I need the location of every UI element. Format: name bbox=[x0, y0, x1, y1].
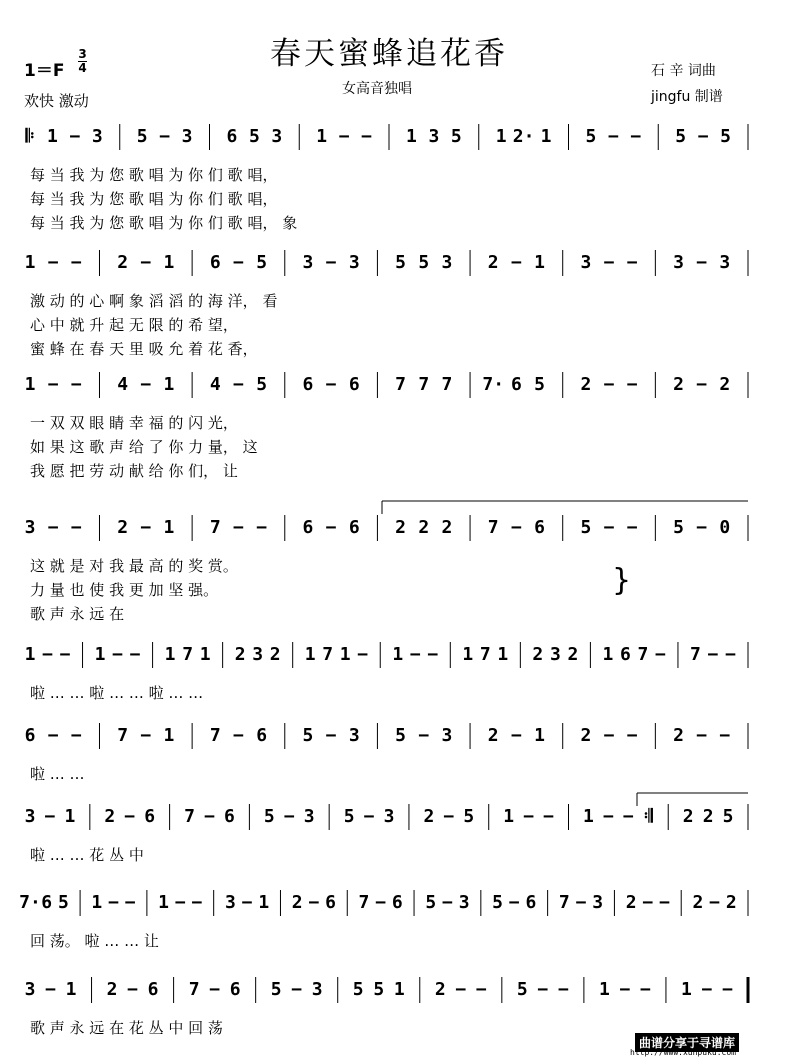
note: 6 bbox=[348, 517, 360, 538]
note: − bbox=[325, 374, 337, 395]
note: 3 bbox=[311, 979, 323, 1000]
note: − bbox=[70, 517, 82, 538]
note: 3 bbox=[348, 252, 360, 273]
note: 3 bbox=[24, 806, 36, 827]
note: 7 bbox=[637, 644, 649, 665]
note: 2 bbox=[487, 725, 499, 746]
note: 6 bbox=[534, 517, 545, 538]
lyric-line: 如 果 这 歌 声 给 了 你 力 量， 这 bbox=[30, 438, 258, 456]
note: − bbox=[129, 644, 141, 665]
note: 3 bbox=[441, 725, 453, 746]
lyric-line: 激 动 的 心 啊 象 滔 滔 的 海 洋， 看 bbox=[30, 292, 278, 310]
note: − bbox=[510, 517, 522, 538]
note: 5 bbox=[675, 126, 687, 147]
note: − bbox=[603, 374, 615, 395]
note: 5 bbox=[580, 517, 592, 538]
note: 7 bbox=[690, 644, 701, 665]
note: − bbox=[140, 725, 152, 746]
key-signature: 1＝F bbox=[24, 61, 65, 81]
note: − bbox=[308, 892, 320, 913]
note: − bbox=[642, 892, 654, 913]
lyric-line: 蜜 蜂 在 春 天 里 吸 允 着 花 香， bbox=[30, 340, 258, 358]
note: − bbox=[626, 517, 638, 538]
note: 7· bbox=[19, 892, 41, 913]
note: 2 bbox=[418, 517, 430, 538]
note: 1 bbox=[495, 126, 507, 147]
note: 1 bbox=[199, 644, 211, 665]
note: 1 bbox=[503, 806, 515, 827]
note: − bbox=[537, 979, 549, 1000]
note: − bbox=[174, 892, 186, 913]
note: 6 bbox=[348, 374, 360, 395]
note: − bbox=[191, 892, 203, 913]
note: 6 bbox=[144, 806, 156, 827]
note: 5 bbox=[270, 979, 282, 1000]
note: 5 bbox=[534, 374, 545, 395]
note: 2 bbox=[234, 644, 246, 665]
note: 1 bbox=[65, 979, 77, 1000]
note: 2 bbox=[106, 979, 118, 1000]
note: 1 bbox=[540, 126, 552, 147]
note: − bbox=[124, 806, 136, 827]
note: − bbox=[409, 644, 421, 665]
note: − bbox=[707, 644, 719, 665]
note: 2 bbox=[580, 725, 592, 746]
note: − bbox=[510, 252, 522, 273]
note: − bbox=[233, 374, 244, 395]
note: − bbox=[696, 725, 708, 746]
note: − bbox=[363, 806, 375, 827]
note: 2 bbox=[682, 806, 694, 827]
note: 1 bbox=[462, 644, 474, 665]
note: 6 bbox=[525, 892, 537, 913]
arranger: jingfu 制谱 bbox=[651, 89, 723, 105]
note: 2· bbox=[512, 126, 535, 147]
note: 2 bbox=[117, 517, 129, 538]
note: 7 bbox=[184, 806, 195, 827]
note: − bbox=[338, 126, 350, 147]
note: − bbox=[722, 979, 733, 1000]
note: 2 bbox=[117, 252, 129, 273]
note: − bbox=[70, 252, 82, 273]
note: − bbox=[233, 725, 244, 746]
note: − bbox=[622, 806, 634, 827]
note: 3 bbox=[580, 252, 592, 273]
note: − bbox=[140, 374, 152, 395]
note: 1 bbox=[304, 644, 316, 665]
note: − bbox=[602, 806, 614, 827]
lyric-line: 歌 声 永 远 在 bbox=[30, 605, 125, 623]
note: − bbox=[70, 725, 82, 746]
note: − bbox=[603, 252, 615, 273]
note: 2 bbox=[441, 517, 453, 538]
lyric-brace: } bbox=[612, 563, 632, 598]
watermark-label: 曲谱分享于寻谱库 bbox=[635, 1033, 739, 1052]
song-subtitle: 女高音独唱 bbox=[342, 81, 412, 97]
note: 7 bbox=[487, 517, 499, 538]
note: 5 bbox=[256, 374, 268, 395]
note: − bbox=[124, 892, 136, 913]
note: − bbox=[575, 892, 587, 913]
note: − bbox=[45, 979, 56, 1000]
note: 6 bbox=[325, 892, 336, 913]
note: 1 bbox=[164, 644, 176, 665]
note: − bbox=[655, 644, 666, 665]
note: 5 bbox=[57, 892, 69, 913]
note: 2 bbox=[625, 892, 637, 913]
lyric-line: 回 荡。 啦 … … 让 bbox=[30, 932, 159, 950]
tempo-marking: 欢快 激动 bbox=[24, 92, 89, 110]
note: 1 bbox=[158, 892, 170, 913]
note: 4 bbox=[117, 374, 129, 395]
note: − bbox=[619, 979, 631, 1000]
note: 5 bbox=[585, 126, 597, 147]
note: 6 bbox=[24, 725, 36, 746]
note: 6 bbox=[226, 126, 238, 147]
note: 3 bbox=[549, 644, 561, 665]
note: 1 bbox=[534, 252, 545, 273]
note: − bbox=[523, 806, 535, 827]
meter-top: 3 bbox=[78, 47, 87, 61]
note: − bbox=[630, 126, 642, 147]
note: 6 bbox=[510, 374, 522, 395]
lyric-line: 啦 … … 花 丛 中 bbox=[30, 846, 144, 864]
note: 1 bbox=[24, 644, 36, 665]
note: 3 bbox=[224, 892, 236, 913]
note: 2 bbox=[291, 892, 303, 913]
note: 1 bbox=[598, 979, 610, 1000]
note: − bbox=[475, 979, 487, 1000]
note: − bbox=[108, 892, 119, 913]
note: 6 bbox=[391, 892, 403, 913]
note: 6 bbox=[302, 517, 314, 538]
note: 2 bbox=[673, 374, 684, 395]
note: 2 bbox=[725, 892, 737, 913]
note: 1 bbox=[316, 126, 328, 147]
note: − bbox=[696, 252, 708, 273]
note: 3 bbox=[24, 979, 36, 1000]
note: 7 bbox=[209, 517, 221, 538]
note: 3 bbox=[592, 892, 604, 913]
note: 7 bbox=[395, 374, 407, 395]
note: − bbox=[291, 979, 303, 1000]
note: 3 bbox=[441, 252, 453, 273]
note: 3 bbox=[458, 892, 470, 913]
lyric-line: 心 中 就 升 起 无 限 的 希 望， bbox=[30, 316, 238, 334]
note: − bbox=[69, 126, 81, 147]
note: 7 bbox=[182, 644, 194, 665]
note: 5 bbox=[352, 979, 364, 1000]
note: 2 bbox=[395, 517, 407, 538]
note: − bbox=[47, 374, 59, 395]
note: − bbox=[603, 725, 615, 746]
note: 7 bbox=[209, 725, 221, 746]
note: − bbox=[640, 979, 651, 1000]
note: 3 bbox=[271, 126, 283, 147]
note: 5 bbox=[450, 126, 462, 147]
note: 5 bbox=[673, 517, 684, 538]
note: 1 bbox=[163, 374, 175, 395]
note: 7 bbox=[418, 374, 430, 395]
note: − bbox=[725, 644, 736, 665]
note: − bbox=[70, 374, 82, 395]
lyric-line: 啦 … … 啦 … … 啦 … … bbox=[30, 684, 204, 702]
lyric-line: 一 双 双 眼 睛 幸 福 的 闪 光， bbox=[30, 414, 238, 432]
note: 1 bbox=[339, 644, 351, 665]
note: − bbox=[696, 374, 708, 395]
lyricist-composer: 石 辛 词曲 bbox=[651, 63, 716, 79]
note: 1 bbox=[583, 806, 594, 827]
lyric-line: 这 就 是 对 我 最 高 的 奖 赏。 bbox=[30, 557, 238, 575]
watermark-url: http://www.xunpuku.com bbox=[630, 1048, 736, 1057]
note: − bbox=[59, 644, 71, 665]
note: 5 bbox=[302, 725, 314, 746]
note: 3 bbox=[348, 725, 360, 746]
note: − bbox=[607, 126, 619, 147]
note: 2 bbox=[487, 252, 499, 273]
note: − bbox=[361, 126, 372, 147]
note: − bbox=[47, 725, 59, 746]
note: 5 bbox=[395, 725, 407, 746]
note: 1 bbox=[163, 725, 175, 746]
note: 7 bbox=[558, 892, 570, 913]
note: 6 bbox=[619, 644, 631, 665]
note: − bbox=[209, 979, 221, 1000]
note: 6 bbox=[209, 252, 221, 273]
note: 3 bbox=[383, 806, 395, 827]
note: − bbox=[719, 725, 731, 746]
note: − bbox=[325, 517, 337, 538]
note: 2 bbox=[719, 374, 731, 395]
note: − bbox=[443, 806, 455, 827]
note: 2 bbox=[702, 806, 714, 827]
note: 3 bbox=[24, 517, 36, 538]
note: − bbox=[626, 725, 638, 746]
note: 2 bbox=[434, 979, 446, 1000]
note: − bbox=[204, 806, 215, 827]
note: 5 bbox=[722, 806, 734, 827]
note: 5 bbox=[343, 806, 355, 827]
note: 5 bbox=[425, 892, 437, 913]
note: 5 bbox=[256, 252, 268, 273]
note: 3 bbox=[302, 252, 314, 273]
note: − bbox=[233, 517, 244, 538]
note: 𝄇 bbox=[643, 806, 653, 827]
note: − bbox=[626, 374, 638, 395]
note: 5 bbox=[395, 252, 407, 273]
note: − bbox=[325, 252, 337, 273]
note: 1 bbox=[602, 644, 614, 665]
note: − bbox=[557, 979, 569, 1000]
note: 3 bbox=[719, 252, 731, 273]
note: 2 bbox=[532, 644, 544, 665]
note: − bbox=[442, 892, 453, 913]
note: − bbox=[325, 725, 337, 746]
note: 3 bbox=[428, 126, 440, 147]
note: 5 bbox=[263, 806, 275, 827]
note: 1 bbox=[24, 252, 36, 273]
note: 2 bbox=[269, 644, 281, 665]
note: 3 bbox=[252, 644, 264, 665]
note: 5 bbox=[463, 806, 475, 827]
note: − bbox=[44, 806, 56, 827]
note: 1 bbox=[534, 725, 545, 746]
lyric-line: 每 当 我 为 您 歌 唱 为 你 们 歌 唱， bbox=[30, 190, 278, 208]
lyric-line: 力 量 也 使 我 更 加 坚 强。 bbox=[30, 581, 219, 599]
note: − bbox=[375, 892, 387, 913]
note: 6 bbox=[256, 725, 268, 746]
note: 2 bbox=[567, 644, 579, 665]
note: − bbox=[233, 252, 244, 273]
note: − bbox=[543, 806, 554, 827]
note: 2 bbox=[423, 806, 435, 827]
note: 7 bbox=[441, 374, 453, 395]
note: 5 bbox=[248, 126, 260, 147]
note: 1 bbox=[91, 892, 103, 913]
note: 1 bbox=[94, 644, 106, 665]
note: − bbox=[241, 892, 253, 913]
note: − bbox=[427, 644, 439, 665]
note: − bbox=[357, 644, 369, 665]
note: − bbox=[696, 517, 708, 538]
note: 1 bbox=[406, 126, 417, 147]
lyric-line: 每 当 我 为 您 歌 唱 为 你 们 歌 唱， 象 bbox=[30, 214, 298, 232]
note: 7· bbox=[482, 374, 505, 395]
note: 3 bbox=[673, 252, 684, 273]
note: 3 bbox=[181, 126, 193, 147]
note: 6 bbox=[302, 374, 314, 395]
note: − bbox=[112, 644, 123, 665]
note: 1 bbox=[64, 806, 76, 827]
note: 1 bbox=[392, 644, 404, 665]
note: − bbox=[508, 892, 520, 913]
note: − bbox=[283, 806, 295, 827]
note: − bbox=[140, 517, 152, 538]
note: 1 bbox=[393, 979, 405, 1000]
note: 0 bbox=[719, 517, 731, 538]
note: − bbox=[418, 725, 430, 746]
note: − bbox=[455, 979, 467, 1000]
lyric-line: 每 当 我 为 您 歌 唱 为 你 们 歌 唱， bbox=[30, 166, 278, 184]
note: − bbox=[701, 979, 713, 1000]
note: 6 bbox=[229, 979, 241, 1000]
note: − bbox=[626, 252, 638, 273]
note: 3 bbox=[91, 126, 103, 147]
note: − bbox=[603, 517, 615, 538]
note: 6 bbox=[147, 979, 159, 1000]
note: 1 bbox=[497, 644, 509, 665]
note: 5 bbox=[136, 126, 148, 147]
note: 5 bbox=[418, 252, 430, 273]
note: 5 bbox=[720, 126, 731, 147]
note: 1 bbox=[24, 374, 36, 395]
note: 6 bbox=[41, 892, 53, 913]
song-title: 春天蜜蜂追花香 bbox=[270, 36, 508, 72]
note: − bbox=[127, 979, 138, 1000]
note: 1 bbox=[163, 252, 175, 273]
note: 1 bbox=[681, 979, 692, 1000]
note: − bbox=[140, 252, 152, 273]
note: − bbox=[697, 126, 709, 147]
note: 2 bbox=[673, 725, 684, 746]
note: − bbox=[159, 126, 171, 147]
note: 5 bbox=[492, 892, 503, 913]
note: − bbox=[709, 892, 721, 913]
note: 1 bbox=[163, 517, 175, 538]
note: 2 bbox=[580, 374, 592, 395]
note: 5 bbox=[516, 979, 528, 1000]
note: − bbox=[47, 517, 59, 538]
meter-bottom: 4 bbox=[78, 61, 87, 75]
note: − bbox=[510, 725, 522, 746]
note: − bbox=[256, 517, 268, 538]
note: − bbox=[47, 252, 59, 273]
note: 1 bbox=[258, 892, 270, 913]
note: 6 bbox=[224, 806, 235, 827]
lyric-line: 啦 … … bbox=[30, 765, 85, 783]
note: 1 bbox=[47, 126, 58, 147]
note: − bbox=[659, 892, 670, 913]
lyric-line: 我 愿 把 劳 动 献 给 你 们， 让 bbox=[30, 462, 238, 480]
lyric-line: 歌 声 永 远 在 花 丛 中 回 荡 bbox=[30, 1019, 223, 1037]
note: − bbox=[42, 644, 53, 665]
note: 5 bbox=[373, 979, 385, 1000]
note: 𝄆 bbox=[25, 126, 35, 147]
note: 7 bbox=[188, 979, 200, 1000]
note: 7 bbox=[322, 644, 334, 665]
note: 3 bbox=[303, 806, 315, 827]
note: 4 bbox=[209, 374, 221, 395]
note: 7 bbox=[358, 892, 370, 913]
note: 7 bbox=[479, 644, 491, 665]
note: 2 bbox=[692, 892, 704, 913]
note: 2 bbox=[104, 806, 116, 827]
note: 7 bbox=[117, 725, 129, 746]
